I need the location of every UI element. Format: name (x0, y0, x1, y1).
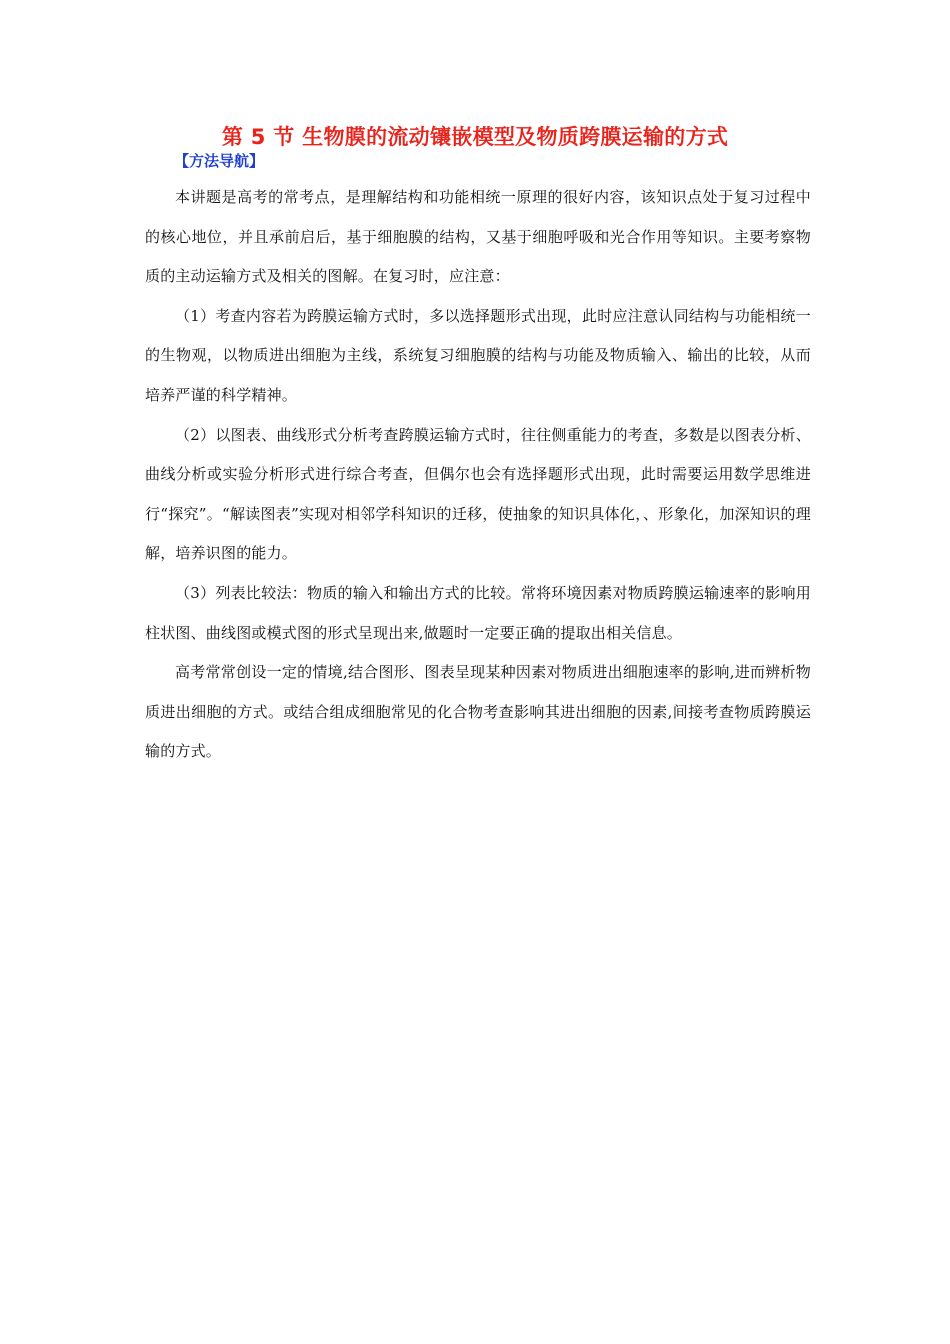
paragraph-point-1: （1）考查内容若为跨膜运输方式时，多以选择题形式出现，此时应注意认同结构与功能相统一的生物观，以物质进出细胞为主线，系统复习细胞膜的结构与功能及物质输入、输出的比较，从而培养严谨的科学精神。 (145, 306, 811, 404)
paragraph-point-3: （3）列表比较法：物质的输入和输出方式的比较。常将环境因素对物质跨膜运输速率的影响用柱状图、曲线图或模式图的形式呈现出来,做题时一定要正确的提取出相关信息。 (145, 583, 811, 642)
document-body (145, 178, 811, 772)
page-title: 第 5 节 生物膜的流动镶嵌模型及物质跨膜运输的方式 (221, 125, 729, 149)
section-label-method-guide: 【方法导航】 (174, 152, 265, 170)
paragraph-summary: 高考常常创设一定的情境,结合图形、图表呈现某种因素对物质进出细胞速率的影响,进而辨析物质进出细胞的方式。或结合组成细胞常见的化合物考查影响其进出细胞的因素,间接考查物质跨膜运输的方式。 (145, 663, 811, 761)
paragraph-intro: 本讲题是高考的常考点，是理解结构和功能相统一原理的很好内容，该知识点处于复习过程中的核心地位，并且承前启后，基于细胞膜的结构，又基于细胞呼吸和光合作用等知识。主要考察物质的主动运输方式及相关的图解。在复习时，应注意： (145, 188, 811, 286)
paragraph-point-2: （2）以图表、曲线形式分析考查跨膜运输方式时，往往侧重能力的考查，多数是以图表分析、曲线分析或实验分析形式进行综合考查，但偶尔也会有选择题形式出现，此时需要运用数学思维进行“探究”。“解读图表”实现对相邻学科知识的迁移，使抽象的知识具体化，、形象化，加深知识的理解，培养识图的能力。 (145, 425, 811, 563)
